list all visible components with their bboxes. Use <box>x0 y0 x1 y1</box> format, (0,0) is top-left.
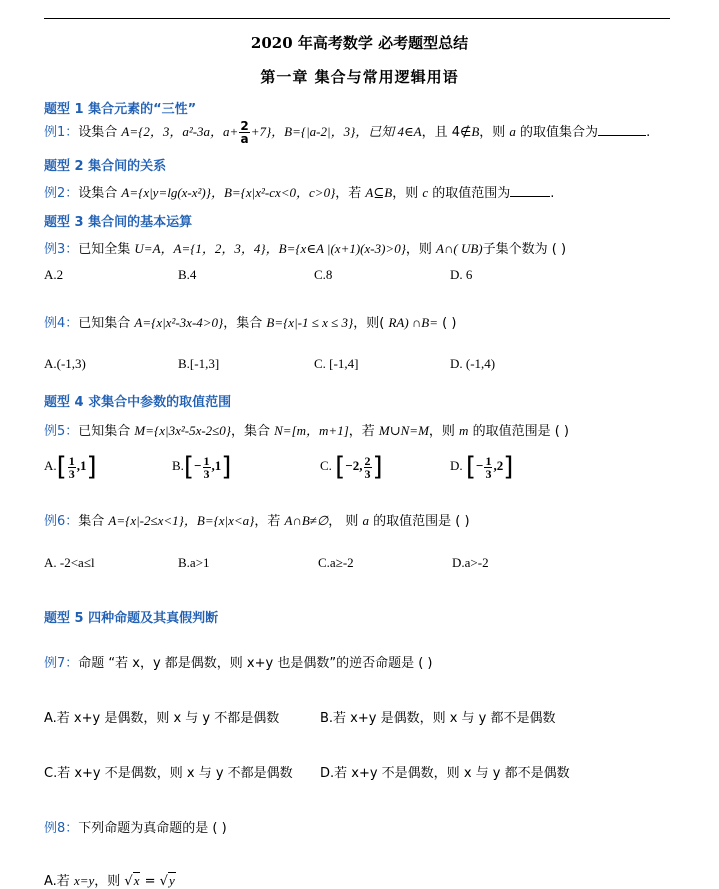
example-1-label: 例1： <box>44 125 79 140</box>
example-3-label: 例3： <box>44 242 79 257</box>
example-7: 例7：命题 “若 x，y 都是偶数，则 x+y 也是偶数”的逆否命题是 ( ) <box>44 656 433 671</box>
example-4-option-d: D. (-1,4) <box>450 356 496 371</box>
example-3-option-c: C.8 <box>314 267 333 282</box>
example-5-option-b: B.[− $\frac{1}{3}$ ,1] <box>172 452 232 482</box>
heading-type-4: 题型 4 求集合中参数的取值范围 <box>44 395 232 410</box>
example-7-label: 例7： <box>44 656 79 671</box>
example-4-label: 例4： <box>44 316 79 331</box>
example-4: 例4：已知集合 A={x|x²-3x-4>0}，集合 B={x|-1 ≤ x ≤ 3}，则( RA) ∩B= ( ) <box>44 315 457 331</box>
example-8: 例8：下列命题为真命题的是 ( ) <box>44 821 227 836</box>
example-8-option-a: A.若 x=y，则 √x = √y <box>44 873 175 889</box>
example-1: 例1：设集合 A={2，3，a²-3a，a+ $\frac{2}{a}$ +7}，B={|a-2|，3}，已知 4∈A，且 4∉B，则 a 的取值集合为 . <box>44 119 651 146</box>
example-6-option-c: C.a≥-2 <box>318 555 354 570</box>
example-7-option-d: D.若 x+y 不是偶数，则 x 与 y 都不是偶数 <box>320 766 570 781</box>
example-2-label: 例2： <box>44 186 79 201</box>
answer-blank <box>598 123 646 136</box>
answer-blank <box>510 184 550 197</box>
example-5-label: 例5： <box>44 424 79 439</box>
example-6-option-b: B.a>1 <box>178 555 210 570</box>
example-3-option-d: D. 6 <box>450 267 473 282</box>
example-5-option-c: C. [−2, $\frac{2}{3}$ ] <box>320 452 383 482</box>
example-5: 例5：已知集合 M={x|3x²-5x-2≤0}，集合 N=[m，m+1]，若 M∪N=M，则 m 的取值范围是 ( ) <box>44 423 569 439</box>
example-6-option-d: D.a>-2 <box>452 555 489 570</box>
example-6-option-a: A. -2<a≤l <box>44 555 95 570</box>
example-7-option-b: B.若 x+y 是偶数，则 x 与 y 都不是偶数 <box>320 711 556 726</box>
example-6-label: 例6： <box>44 514 79 529</box>
example-4-option-c: C. [-1,4] <box>314 356 359 371</box>
example-8-label: 例8： <box>44 821 79 836</box>
example-4-option-b: B.[-1,3] <box>178 356 220 371</box>
example-3-option-a: A.2 <box>44 267 64 282</box>
example-3: 例3：已知全集 U=A，A={1，2，3，4}，B={x∈A |(x+1)(x-3)>0}，则 A∩( UB)子集个数为 ( ) <box>44 241 567 257</box>
document-title: 2020 年高考数学 必考题型总结 <box>250 34 469 52</box>
heading-type-3: 题型 3 集合间的基本运算 <box>44 215 193 230</box>
example-5-option-a: A.[ $\frac{1}{3}$ ,1] <box>44 452 97 482</box>
heading-type-2: 题型 2 集合间的关系 <box>44 159 167 174</box>
chapter-title: 第一章 集合与常用逻辑用语 <box>260 68 459 86</box>
top-rule <box>44 18 670 19</box>
example-7-option-c: C.若 x+y 不是偶数，则 x 与 y 不都是偶数 <box>44 766 293 781</box>
example-3-option-b: B.4 <box>178 267 197 282</box>
example-6: 例6：集合 A={x|-2≤x<1}，B={x|x<a}，若 A∩B≠∅， 则 a 的取值范围是 ( ) <box>44 513 470 529</box>
example-2: 例2：设集合 A={x|y=lg(x-x²)}，B={x|x²-cx<0，c>0}，若 A⊆B，则 c 的取值范围为 . <box>44 185 555 201</box>
heading-type-5: 题型 5 四种命题及其真假判断 <box>44 611 219 626</box>
example-5-option-d: D. [− $\frac{1}{3}$ ,2] <box>450 452 514 482</box>
heading-type-1: 题型 1 集合元素的“三性” <box>44 102 197 117</box>
fraction-2-over-a: $\frac{2}{a}$ <box>240 119 249 146</box>
example-7-option-a: A.若 x+y 是偶数，则 x 与 y 不都是偶数 <box>44 711 280 726</box>
example-4-option-a: A.(-1,3) <box>44 356 86 371</box>
